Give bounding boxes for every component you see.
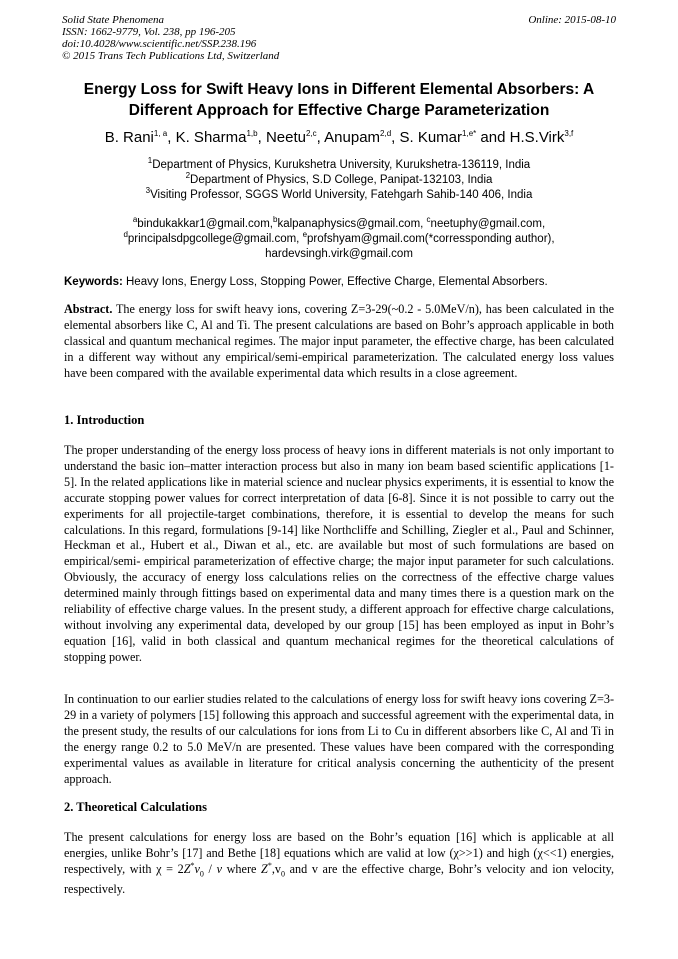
- intro-paragraph-1: The proper understanding of the energy loss process of heavy ions in different materials is not only important to understand the basic ion–matter interaction process but also in many ion beam based scientific applications [1-5]. In the related applications like in material science and nuclear physics experiments, it is essential to know the accurate stopping power values for correct interpretation of data [6-8]. Since it is not possible to carry out the experiments for all projectile-target combinations, therefore, it is essential to develop the means for such calculations. In this regard, formulations [9-14] like Northcliffe and Schilling, Ziegler et al., Paul and Schinner, Heckman et al., Hubert et al., Diwan et al., etc. are available but most of such formulations are based on empirical/semi- empirical parameterization of effective charge; the major input parameter for such calculations. Obviously, the accuracy of energy loss calculations relies on the correctness of the effective charge values determined mainly through fittings based on experimental data and many times there is a question mark on the reliability of effective charge values. In the present study, a different approach for effective charge calculations, without involving any experimental data, developed by our group [15] has been employed as input in Bohr’s equation [16], valid in both classical and quantum mechanical regimes for the theoretical calculations of stopping power.: [64, 443, 614, 664]
- email-address[interactable]: bindukakkar1@gmail.com,: [137, 218, 273, 230]
- eq-symbol: /: [203, 861, 217, 876]
- eq-sub: 0: [280, 869, 285, 879]
- email-sup: e: [302, 230, 308, 240]
- issn-line: ISSN: 1662-9779, Vol. 238, pp 196-205: [62, 26, 236, 38]
- author-sup: 3,f: [564, 129, 574, 138]
- affiliation-text: Visiting Professor, SGGS World University, Fatehgarh Sahib-140 406, India: [150, 189, 533, 201]
- author-name: B. Rani: [104, 129, 154, 146]
- eq-sup: *: [267, 860, 272, 870]
- eq-symbol: Z: [183, 861, 191, 876]
- section-heading-introduction: 1. Introduction: [64, 413, 145, 427]
- author-sep: ,: [167, 129, 176, 146]
- email-sup: b: [272, 215, 278, 225]
- eq-symbol: v: [194, 861, 200, 876]
- affiliation-text: Department of Physics, S.D College, Panipat-132103, India: [190, 174, 493, 186]
- keywords: [64, 275, 616, 290]
- affiliation: [40, 173, 638, 188]
- journal-name: Solid State Phenomena: [62, 14, 165, 26]
- author-list: [30, 128, 648, 148]
- section-heading-theory: 2. Theoretical Calculations: [64, 800, 207, 814]
- title-line-2: Different Approach for Effective Charge Parameterization: [128, 102, 550, 119]
- author-name: Neetu: [265, 129, 306, 146]
- online-date: Online: 2015-08-10: [528, 14, 616, 26]
- email-address[interactable]: neetuphy@gmail.com,: [430, 218, 546, 230]
- affiliation-sup: 1: [147, 156, 153, 166]
- author-sep: ,: [257, 129, 266, 146]
- theory-paragraph-1: [64, 830, 614, 898]
- keywords-label: Keywords:: [64, 276, 123, 288]
- abstract-text: The energy loss for swift heavy ions, covering Z=3-29(~0.2 - 5.0MeV/n), has been calculated in the elemental absorbers like C, Al and Ti. The present calculations are based on Bohr’s approach applicable in both classical and quantum mechanical regimes. The major input parameter, the effective charge, has been calculated in a different way without any empirical/semi-empirical parameterization. The calculated energy loss values have been compared with the available experimental data which results in a close agreement.: [64, 302, 614, 380]
- eq-sup: *: [190, 860, 195, 870]
- eq-symbol: v: [216, 861, 222, 876]
- email-address[interactable]: profshyam@gmail.com(*corressponding author),: [307, 233, 555, 245]
- author-sup: 1,b: [246, 129, 258, 138]
- email-address[interactable]: principalsdpgcollege@gmail.com,: [127, 233, 303, 245]
- theory-text: and v are the effective charge, Bohr’s velocity and ion velocity, respectively.: [64, 861, 614, 897]
- eq-symbol: Z: [261, 861, 268, 876]
- theory-text: The present calculations for energy loss are based on the Bohr’s equation [16] which is applicable at all energies, unlike Bohr’s [17] and Bethe [18] equations which are valid at low (χ>>1) and high (χ<<1) energies, respectively, with χ = 2: [64, 830, 614, 876]
- title-line-1: Energy Loss for Swift Heavy Ions in Different Elemental Absorbers: A: [83, 81, 595, 98]
- affiliation-sup: 3: [145, 186, 151, 196]
- author-sup: 1, a: [153, 129, 168, 138]
- abstract-label: Abstract.: [64, 302, 113, 316]
- doi-line: doi:10.4028/www.scientific.net/SSP.238.196: [62, 38, 257, 50]
- author-name: Anupam: [324, 129, 381, 146]
- journal-header: [62, 14, 279, 62]
- email-line-3[interactable]: hardevsingh.virk@gmail.com: [265, 248, 413, 260]
- keywords-text: Heavy Ions, Energy Loss, Stopping Power, Effective Charge, Elemental Absorbers.: [122, 276, 548, 288]
- email-sup: a: [132, 215, 138, 225]
- author-name: S. Kumar: [399, 129, 463, 146]
- paper-title: [40, 79, 638, 121]
- author-name: K. Sharma: [175, 129, 247, 146]
- author-sup: 1,e*: [462, 129, 477, 138]
- affiliation-text: Department of Physics, Kurukshetra University, Kurukshetra-136119, India: [152, 159, 531, 171]
- email-sup: d: [123, 230, 128, 240]
- email-sup: c: [426, 215, 431, 225]
- email-address[interactable]: kalpanaphysics@gmail.com,: [277, 218, 427, 230]
- author-sup: 2,d: [380, 129, 392, 138]
- affiliations: [40, 158, 638, 203]
- author-sup: 2,c: [305, 129, 317, 138]
- abstract: [64, 302, 614, 382]
- affiliation: [40, 188, 638, 203]
- eq-symbol: ,v: [271, 861, 281, 876]
- author-name: H.S.Virk: [509, 129, 565, 146]
- author-sep: ,: [316, 129, 325, 146]
- copyright-line: © 2015 Trans Tech Publications Ltd, Switzerland: [62, 50, 280, 62]
- intro-paragraph-2: In continuation to our earlier studies related to the calculations of energy loss for swift heavy ions covering Z=3-29 in a variety of polymers [15] following this approach and successful agreement with the experimental data, in the present study, the results of our calculations for ions from Li to Cu in different absorbers like C, Al and Ti in the energy range 0.2 to 5.0 MeV/n are presented. These values have been compared with the corresponding experimental values as available in literature for critical analysis concerning the authenticity of the present approach.: [64, 692, 614, 786]
- author-sep: ,: [391, 129, 400, 146]
- eq-sub: 0: [199, 869, 204, 879]
- email-list: [40, 217, 638, 262]
- theory-text: where: [222, 861, 262, 876]
- email-line-1: [40, 217, 638, 232]
- author-sep: and: [476, 129, 510, 146]
- affiliation-sup: 2: [185, 171, 191, 181]
- affiliation: [40, 158, 638, 173]
- email-line-2: [40, 232, 638, 247]
